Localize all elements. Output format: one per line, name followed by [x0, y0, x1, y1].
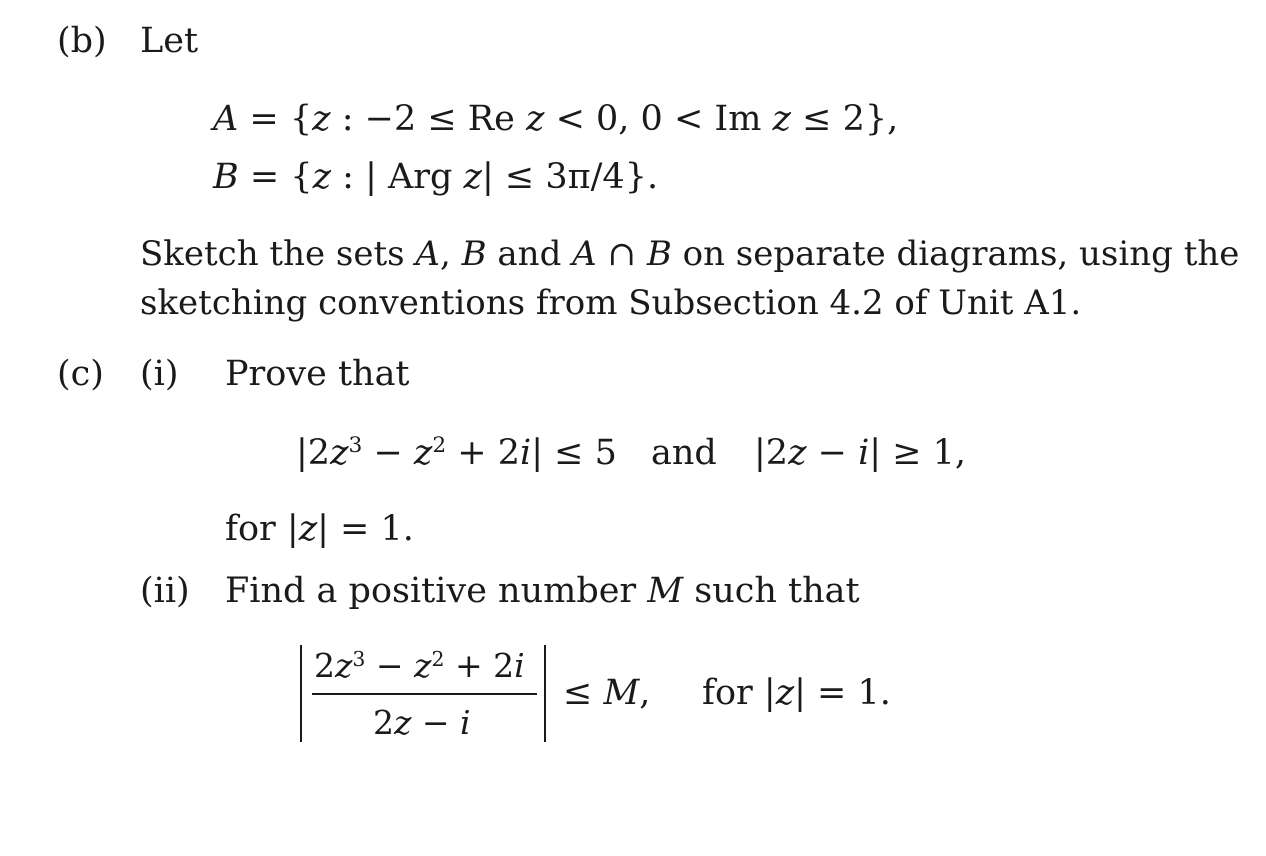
instruction-text: on separate diagrams, using the — [671, 234, 1240, 274]
instruction-line-1 — [140, 234, 1240, 274]
equals-brace: = { — [238, 157, 313, 197]
fraction-denominator — [373, 703, 471, 742]
set-a-symbol: A — [213, 99, 239, 139]
condition-text: < 0, 0 < Im — [544, 99, 773, 139]
condition-text: : | Arg — [331, 157, 464, 197]
sub-ii-prompt — [225, 571, 860, 611]
math-text: |2 — [754, 433, 789, 473]
math-text: − — [806, 433, 859, 473]
condition-modulus-1 — [225, 509, 414, 549]
bound-m — [563, 673, 651, 713]
math-text: − — [365, 646, 415, 685]
part-b-intro: Let — [140, 21, 199, 61]
variable-z: z — [335, 646, 353, 685]
math-text: 2 — [314, 646, 335, 685]
variable-z: z — [312, 157, 332, 197]
math-text: + 2 — [446, 433, 521, 473]
math-text: |2 — [296, 433, 331, 473]
fraction-numerator — [314, 646, 525, 685]
variable-z: z — [414, 646, 432, 685]
variable-z: z — [330, 433, 349, 473]
inequality-2 — [754, 433, 967, 473]
sub-ii-label: (ii) — [140, 571, 190, 611]
math-text: 2 — [373, 703, 394, 742]
math-text: | ≥ 1, — [869, 433, 967, 473]
abs-bar-left — [300, 645, 302, 742]
instruction-line-2: sketching conventions from Subsection 4.2 of Unit A1. — [140, 283, 1082, 323]
exponent: 3 — [348, 433, 363, 459]
set-a-symbol: A — [415, 234, 440, 274]
condition-text: | ≤ 3π/4}. — [482, 157, 659, 197]
variable-m: M — [647, 571, 684, 611]
set-b-definition — [213, 157, 659, 197]
sub-i-label: (i) — [140, 354, 179, 394]
set-b-symbol: B — [461, 234, 487, 274]
variable-z: z — [394, 703, 412, 742]
abs-bar-right — [544, 645, 546, 742]
set-b-symbol: B — [646, 234, 672, 274]
variable-i: i — [514, 646, 525, 685]
set-b-symbol: B — [213, 157, 239, 197]
math-text: − — [362, 433, 414, 473]
intersection-symbol: ∩ — [596, 234, 647, 274]
variable-z: z — [788, 433, 807, 473]
variable-z: z — [298, 509, 318, 549]
condition-text: : −2 ≤ Re — [330, 99, 526, 139]
condition-text: ≤ 2}, — [791, 99, 899, 139]
variable-z: z — [413, 433, 433, 473]
part-b-label: (b) — [57, 21, 107, 61]
sub-i-prompt: Prove that — [225, 354, 410, 394]
inequality-1 — [296, 433, 617, 473]
math-text: | = 1. — [317, 509, 414, 549]
exponent: 2 — [432, 433, 447, 459]
math-text: for | — [225, 509, 299, 549]
fraction-bar — [312, 693, 537, 695]
set-a-definition — [213, 99, 899, 139]
set-a-symbol: A — [572, 234, 597, 274]
variable-m: M — [603, 673, 640, 713]
math-text: | = 1. — [794, 673, 891, 713]
variable-z: z — [526, 99, 545, 139]
conjunction-and: and — [651, 433, 717, 473]
math-text: ≤ — [563, 673, 604, 713]
math-text: for | — [702, 673, 776, 713]
math-text: , — [639, 673, 651, 713]
variable-i: i — [858, 433, 870, 473]
exponent: 3 — [352, 646, 366, 671]
variable-z: z — [312, 99, 331, 139]
variable-z: z — [772, 99, 791, 139]
condition-modulus-2 — [702, 673, 891, 713]
instruction-text: Sketch the sets — [140, 234, 416, 274]
prompt-text: such that — [683, 571, 860, 611]
math-text: − — [411, 703, 461, 742]
instruction-text: , — [439, 234, 462, 274]
exponent: 2 — [431, 646, 445, 671]
math-text: + 2 — [444, 646, 515, 685]
math-text: | ≤ 5 — [531, 433, 617, 473]
part-c-label: (c) — [57, 354, 104, 394]
instruction-text: and — [486, 234, 573, 274]
variable-i: i — [460, 703, 471, 742]
variable-z: z — [775, 673, 795, 713]
variable-z: z — [463, 157, 482, 197]
prompt-text: Find a positive number — [225, 571, 648, 611]
equals-brace: = { — [238, 99, 313, 139]
variable-i: i — [520, 433, 532, 473]
